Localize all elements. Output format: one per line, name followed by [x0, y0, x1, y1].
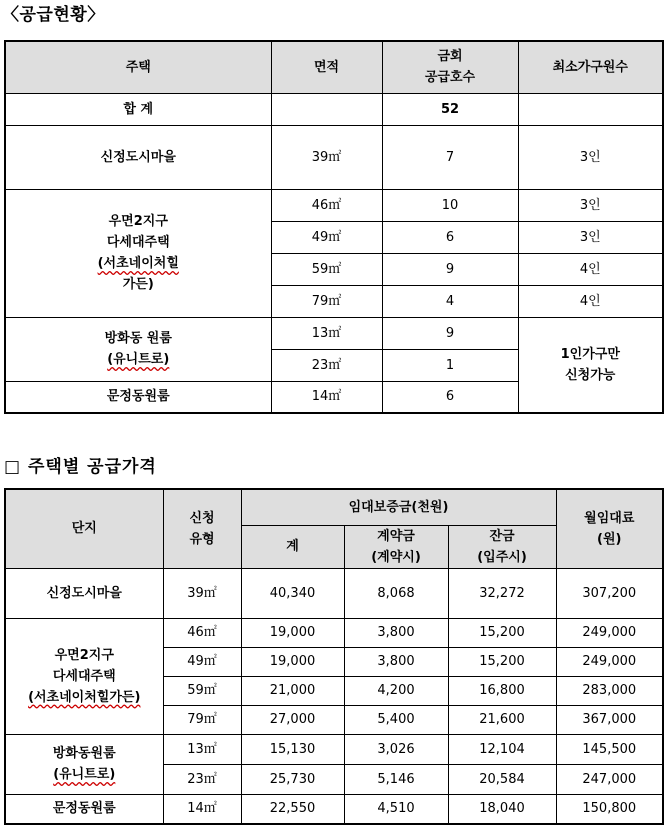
contract-cell: 5,400 — [344, 705, 448, 734]
table-row — [5, 189, 663, 221]
header-rent: 월임대료 (원) — [556, 489, 663, 568]
min-cell: 3인 — [518, 189, 663, 221]
table-row — [5, 317, 663, 349]
supply-cell: 6 — [382, 221, 518, 253]
table-row — [5, 794, 663, 824]
total-min — [518, 93, 663, 125]
type-cell: 59㎡ — [163, 676, 241, 705]
rent-cell: 283,000 — [556, 676, 663, 705]
total-cell: 19,000 — [241, 647, 344, 676]
house-name: 문정동원룸 — [5, 381, 271, 413]
rent-cell: 249,000 — [556, 647, 663, 676]
total-cell: 27,000 — [241, 705, 344, 734]
total-cell: 15,130 — [241, 734, 344, 764]
contract-cell: 3,026 — [344, 734, 448, 764]
area-cell: 79㎡ — [271, 285, 382, 317]
table-row — [5, 568, 663, 618]
total-area — [271, 93, 382, 125]
table-row — [5, 618, 663, 647]
type-cell: 23㎡ — [163, 764, 241, 794]
rent-cell: 247,000 — [556, 764, 663, 794]
total-cell: 25,730 — [241, 764, 344, 794]
balance-cell: 15,200 — [448, 618, 556, 647]
total-supply: 52 — [382, 93, 518, 125]
header-contract: 계약금 (계약시) — [344, 525, 448, 568]
min-cell: 3인 — [518, 221, 663, 253]
total-cell: 22,550 — [241, 794, 344, 824]
header-total: 계 — [241, 525, 344, 568]
supply-cell: 10 — [382, 189, 518, 221]
table-row — [5, 734, 663, 764]
type-cell: 49㎡ — [163, 647, 241, 676]
header-house: 주택 — [5, 41, 271, 93]
type-cell: 79㎡ — [163, 705, 241, 734]
supply-status-table — [4, 40, 664, 414]
rent-cell: 150,800 — [556, 794, 663, 824]
total-label: 합 계 — [5, 93, 271, 125]
header-min-household: 최소가구원수 — [518, 41, 663, 93]
header-type: 신청 유형 — [163, 489, 241, 568]
balance-cell: 15,200 — [448, 647, 556, 676]
contract-cell: 5,146 — [344, 764, 448, 794]
area-cell: 49㎡ — [271, 221, 382, 253]
area-cell: 23㎡ — [271, 349, 382, 381]
balance-cell: 32,272 — [448, 568, 556, 618]
header-deposit: 임대보증금(천원) — [241, 489, 556, 525]
type-cell: 46㎡ — [163, 618, 241, 647]
header-balance: 잔금 (입주시) — [448, 525, 556, 568]
balance-cell: 16,800 — [448, 676, 556, 705]
area-cell: 14㎡ — [271, 381, 382, 413]
total-cell: 21,000 — [241, 676, 344, 705]
min-cell: 4인 — [518, 253, 663, 285]
supply-cell: 9 — [382, 253, 518, 285]
total-cell: 19,000 — [241, 618, 344, 647]
supply-cell: 7 — [382, 125, 518, 189]
oneroom-min-cell: 1인가구만 신청가능 — [518, 317, 663, 413]
header-complex: 단지 — [5, 489, 163, 568]
rent-cell: 307,200 — [556, 568, 663, 618]
area-cell: 13㎡ — [271, 317, 382, 349]
type-cell: 39㎡ — [163, 568, 241, 618]
supply-cell: 9 — [382, 317, 518, 349]
contract-cell: 3,800 — [344, 647, 448, 676]
supply-cell: 1 — [382, 349, 518, 381]
area-cell: 46㎡ — [271, 189, 382, 221]
balance-cell: 20,584 — [448, 764, 556, 794]
type-cell: 14㎡ — [163, 794, 241, 824]
complex-name: 신정도시마을 — [5, 568, 163, 618]
complex-name: 문정동원룸 — [5, 794, 163, 824]
section2-title: □ 주택별 공급가격 — [4, 457, 157, 477]
area-cell: 39㎡ — [271, 125, 382, 189]
contract-cell: 3,800 — [344, 618, 448, 647]
house-name: 신정도시마을 — [5, 125, 271, 189]
contract-cell: 4,200 — [344, 676, 448, 705]
table-row — [5, 125, 663, 189]
complex-name: 방화동원룸 (유니트로) — [5, 734, 163, 794]
balance-cell: 18,040 — [448, 794, 556, 824]
contract-cell: 8,068 — [344, 568, 448, 618]
contract-cell: 4,510 — [344, 794, 448, 824]
min-cell: 3인 — [518, 125, 663, 189]
section1-title: 〈공급현황〉 — [2, 5, 105, 25]
rent-cell: 249,000 — [556, 618, 663, 647]
house-name: 우면2지구 다세대주택 (서초네이처힐 가든) — [5, 189, 271, 317]
supply-cell: 4 — [382, 285, 518, 317]
type-cell: 13㎡ — [163, 734, 241, 764]
total-cell: 40,340 — [241, 568, 344, 618]
rent-cell: 145,500 — [556, 734, 663, 764]
complex-name: 우면2지구 다세대주택 (서초네이처힐가든) — [5, 618, 163, 734]
header-area: 면적 — [271, 41, 382, 93]
balance-cell: 21,600 — [448, 705, 556, 734]
supply-price-table — [4, 488, 664, 825]
area-cell: 59㎡ — [271, 253, 382, 285]
balance-cell: 12,104 — [448, 734, 556, 764]
house-name: 방화동 원룸 (유니트로) — [5, 317, 271, 381]
header-supply: 금회 공급호수 — [382, 41, 518, 93]
min-cell: 4인 — [518, 285, 663, 317]
rent-cell: 367,000 — [556, 705, 663, 734]
supply-cell: 6 — [382, 381, 518, 413]
